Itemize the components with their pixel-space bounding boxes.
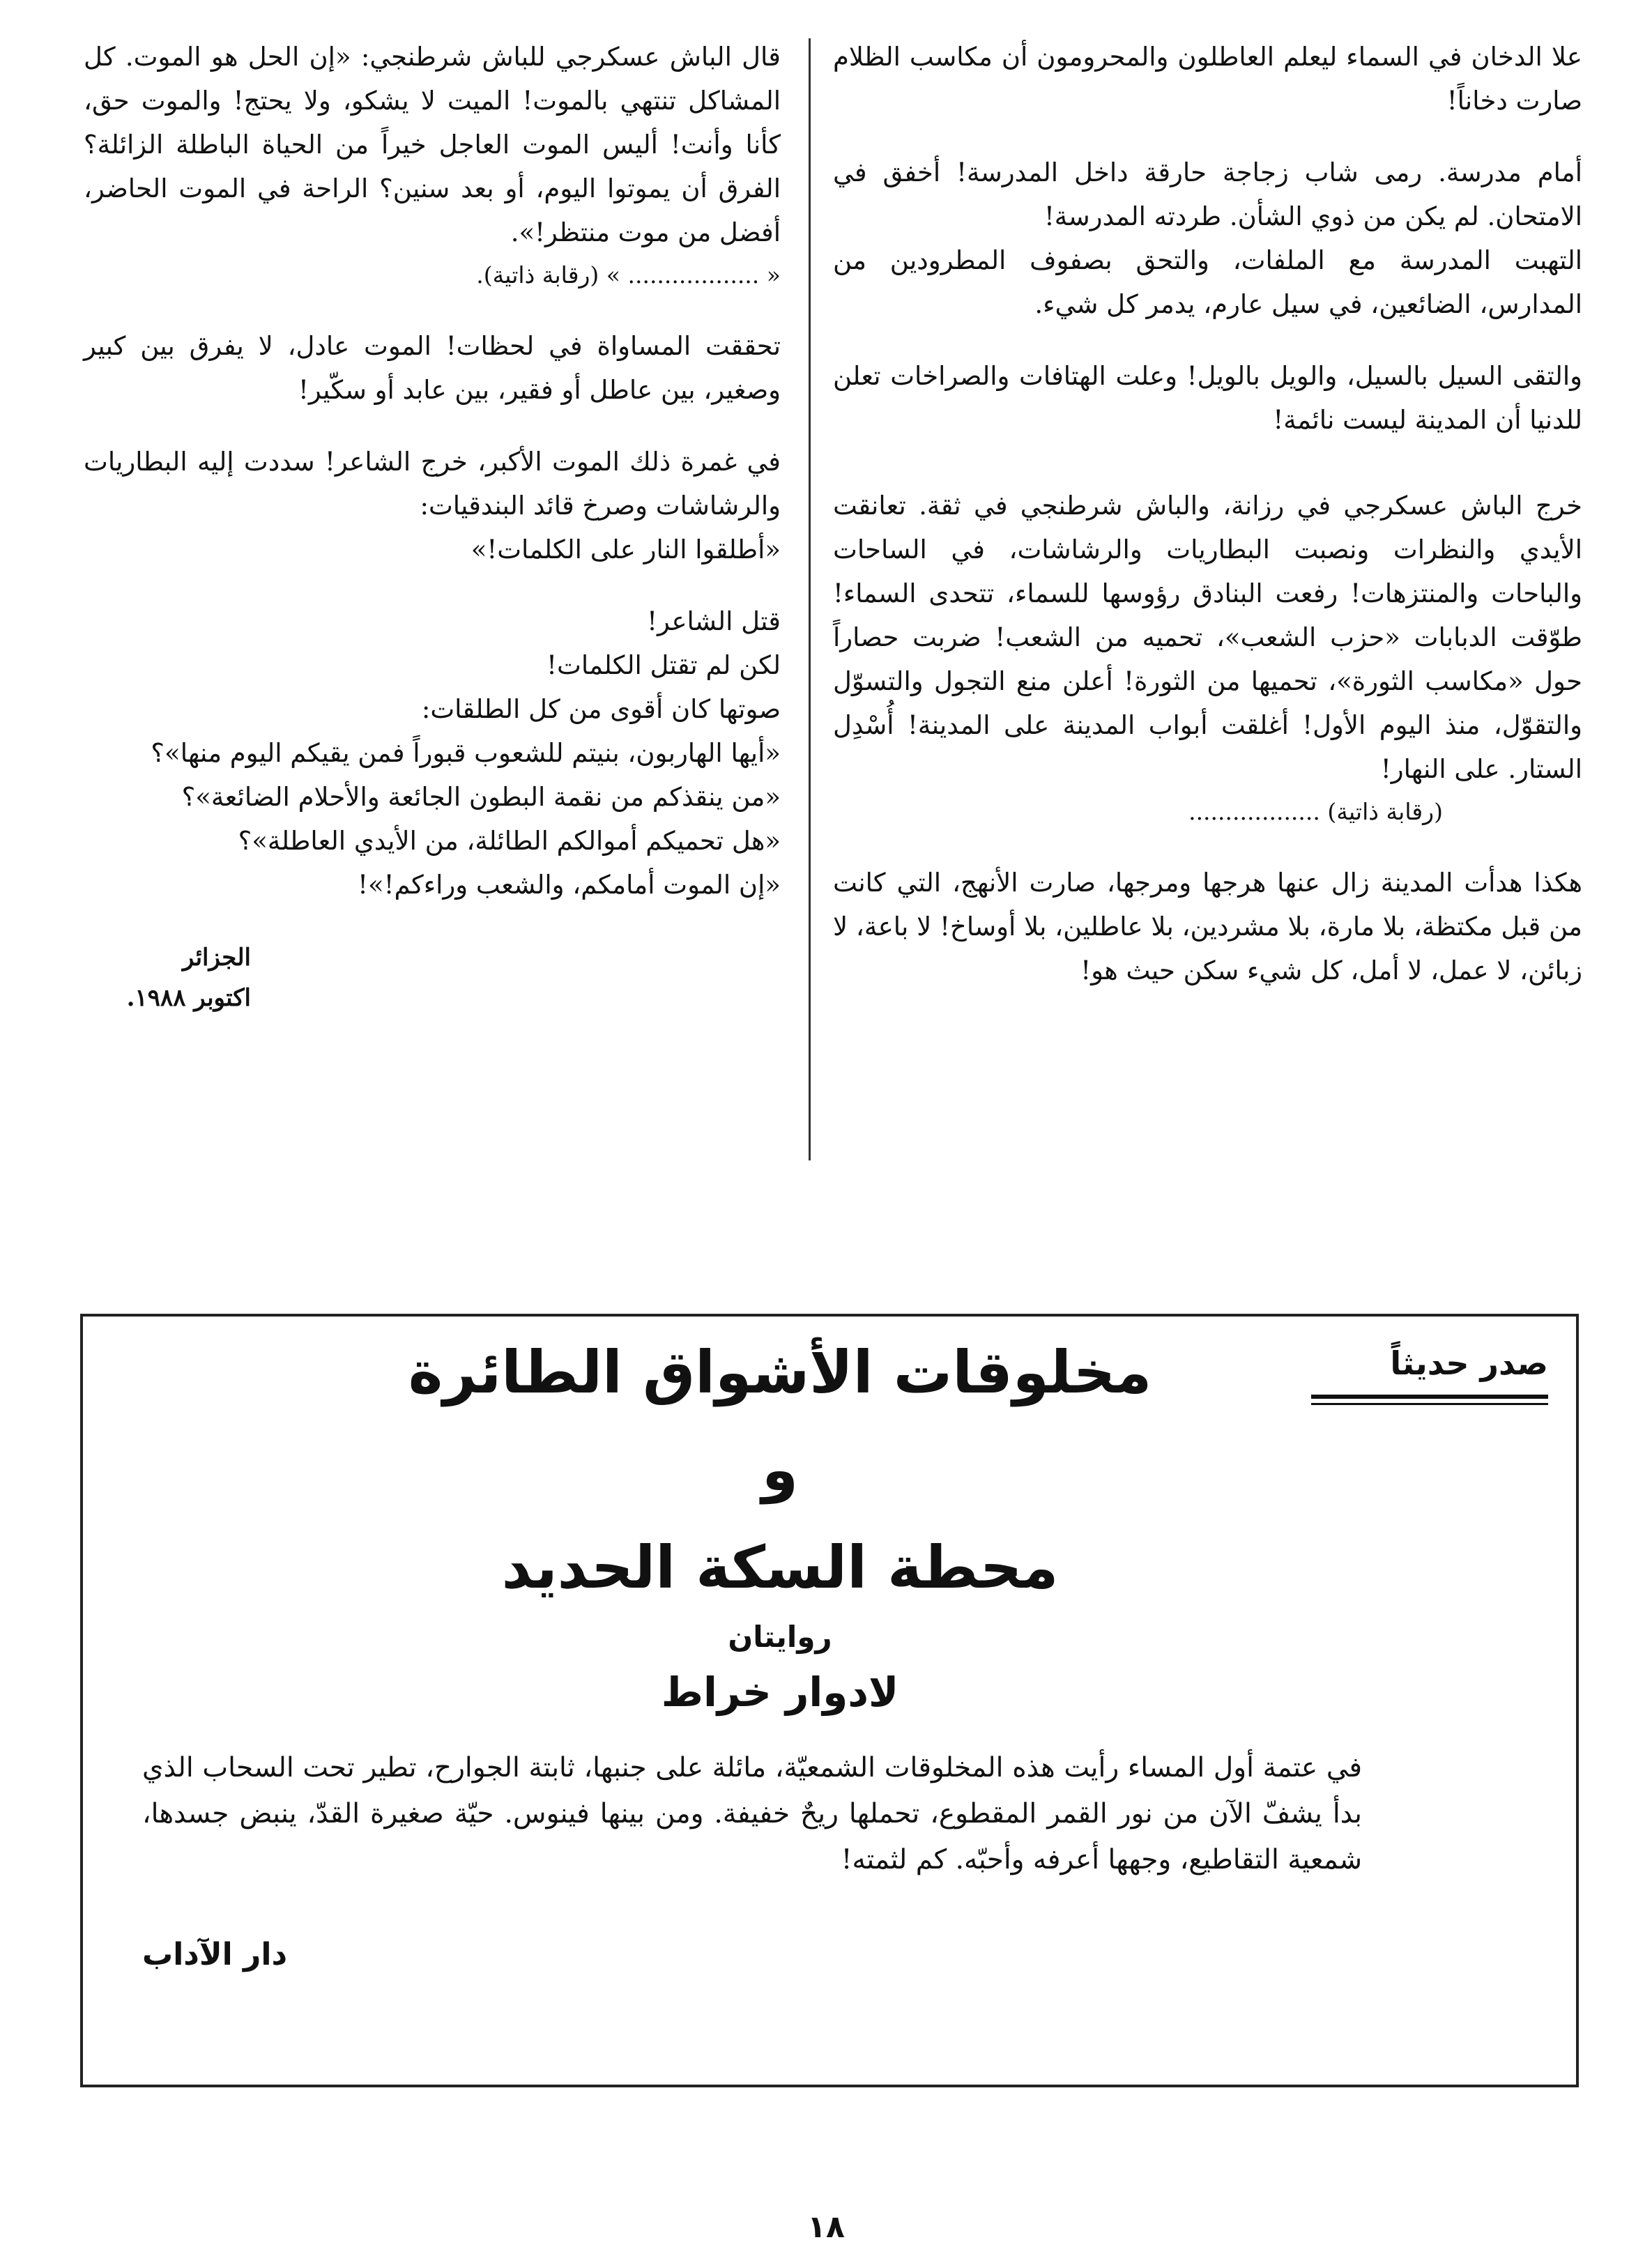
poem-line: صوتها كان أقوى من كل الطلقات: — [421, 694, 781, 724]
paragraph: هكذا هدأت المدينة زال عنها هرجها ومرجها، صارت الأنهج، التي كانت من قبل مكتظة، بلا مارة، بلا مشردين، بلا عاطلين، بلا أوساخ! لا باعة، لا زبائن، لا عمل، لا أمل، كل شيء سكن حيث هو! — [833, 868, 1582, 985]
censorship-note — [833, 791, 1582, 833]
paragraph: تحققت المساواة في لحظات! الموت عادل، لا يفرق بين كبير وصغير، بين عاطل أو فقير، بين عابد أو سكّير! — [84, 331, 781, 405]
poem-line: «من ينقذكم من نقمة البطون الجائعة والأحلام الضائعة»؟ — [181, 782, 781, 812]
paragraph: علا الدخان في السماء ليعلم العاطلون والمحرومون أن مكاسب الظلام صارت دخاناً! — [833, 42, 1582, 116]
poem-line: قتل الشاعر! — [647, 606, 781, 636]
place: الجزائر — [182, 944, 251, 972]
censorship-label: (رقابة ذاتية) — [1327, 798, 1443, 825]
book-excerpt: في عتمة أول المساء رأيت هذه المخلوقات الشمعيّة، مائلة على جنبها، ثابتة الجوارح، تطير تحت السحاب الذي بدأ يشفّ الآن من نور القمر المقطوع، تحملها ريحٌ خفيفة. ومن بينها فينوس. حيّة صغيرة القدّ، ينبض جسدها، شمعية التقاطيع، وجهها أعرفه وأحبّه. كم لثمته! — [142, 1752, 1362, 1875]
censorship-label: » (رقابة ذاتية). — [476, 261, 620, 289]
paragraph: والتقى السيل بالسيل، والويل بالويل! وعلت الهتافات والصراخات تعلن للدنيا أن المدينة ليست نائمة! — [833, 361, 1582, 435]
censorship-dots: .................. — [1188, 798, 1320, 825]
poem-line: «هل تحميكم أموالكم الطائلة، من الأيدي العاطلة»؟ — [238, 826, 781, 856]
poem-line: «إن الموت أمامكم، والشعب وراءكم!»! — [358, 870, 781, 900]
left-column — [84, 35, 781, 1018]
paragraph: أمام مدرسة. رمى شاب زجاجة حارقة داخل المدرسة! أخفق في الامتحان. لم يكن من ذوي الشأن. طردته المدرسة! — [833, 158, 1582, 231]
censorship-dots: .................. — [627, 261, 760, 289]
conjunction: و — [761, 1436, 799, 1504]
column-divider — [809, 38, 811, 1160]
author: لادوار خراط — [661, 1669, 899, 1716]
date: اكتوبر ١٩٨٨. — [126, 984, 251, 1012]
right-column — [833, 35, 1582, 992]
censorship-open-quote: « — [766, 261, 781, 289]
book-title-1: مخلوقات الأشواق الطائرة — [408, 1338, 1152, 1406]
page-number: ١٨ — [807, 2209, 845, 2245]
ad-label-underline — [1311, 1395, 1548, 1399]
paragraph: التهبت المدرسة مع الملفات، والتحق بصفوف المطرودين من المدارس، الضائعين، في سيل عارم، يدمر كل شيء. — [833, 245, 1582, 319]
genre: روايتان — [728, 1620, 832, 1654]
ad-label: صدر حديثاً — [1390, 1344, 1548, 1382]
publisher: دار الآداب — [142, 1937, 288, 1972]
poem-line: لكن لم تقتل الكلمات! — [546, 650, 781, 680]
book-title-2: محطة السكة الحديد — [501, 1533, 1059, 1602]
quote-line: «أطلقوا النار على الكلمات!» — [471, 535, 781, 565]
paragraph: خرج الباش عسكرجي في رزانة، والباش شرطنجي في ثقة. تعانقت الأيدي والنظرات ونصبت البطاريات والرشاشات، في الساحات والباحات والمنتزهات! رفعت البنادق رؤوسها للسماء، تتحدى السماء! طوّقت الدبابات «حزب الشعب»، تحميه من الشعب! ضربت حصاراً حول «مكاسب الثورة»، تحميها من الثورة! أعلن منع التجول والتسوّل والتقوّل، منذ اليوم الأول! أغلقت أبواب المدينة على المدينة! أُسْدِل الستار. على النهار! — [833, 491, 1582, 784]
poem — [84, 599, 781, 907]
signature-block — [84, 937, 251, 1018]
censorship-note — [84, 254, 781, 296]
poem-line: «أيها الهاربون، بنيتم للشعوب قبوراً فمن يقيكم اليوم منها»؟ — [151, 738, 781, 768]
paragraph: قال الباش عسكرجي للباش شرطنجي: «إن الحل هو الموت. كل المشاكل تنتهي بالموت! الميت لا يشكو، ولا يحتج! والموت حق، كأنا وأنت! أليس الموت العاجل خيراً من الحياة الباطلة الزائلة؟ الفرق أن يموتوا اليوم، أو بعد سنين؟ الراحة في الموت الحاضر، أفضل من موت منتظر!». — [84, 42, 781, 247]
book-advertisement — [80, 1314, 1579, 2087]
paragraph: في غمرة ذلك الموت الأكبر، خرج الشاعر! سددت إليه البطاريات والرشاشات وصرخ قائد البندقيات: — [84, 447, 781, 521]
ad-label-underline — [1311, 1403, 1548, 1405]
